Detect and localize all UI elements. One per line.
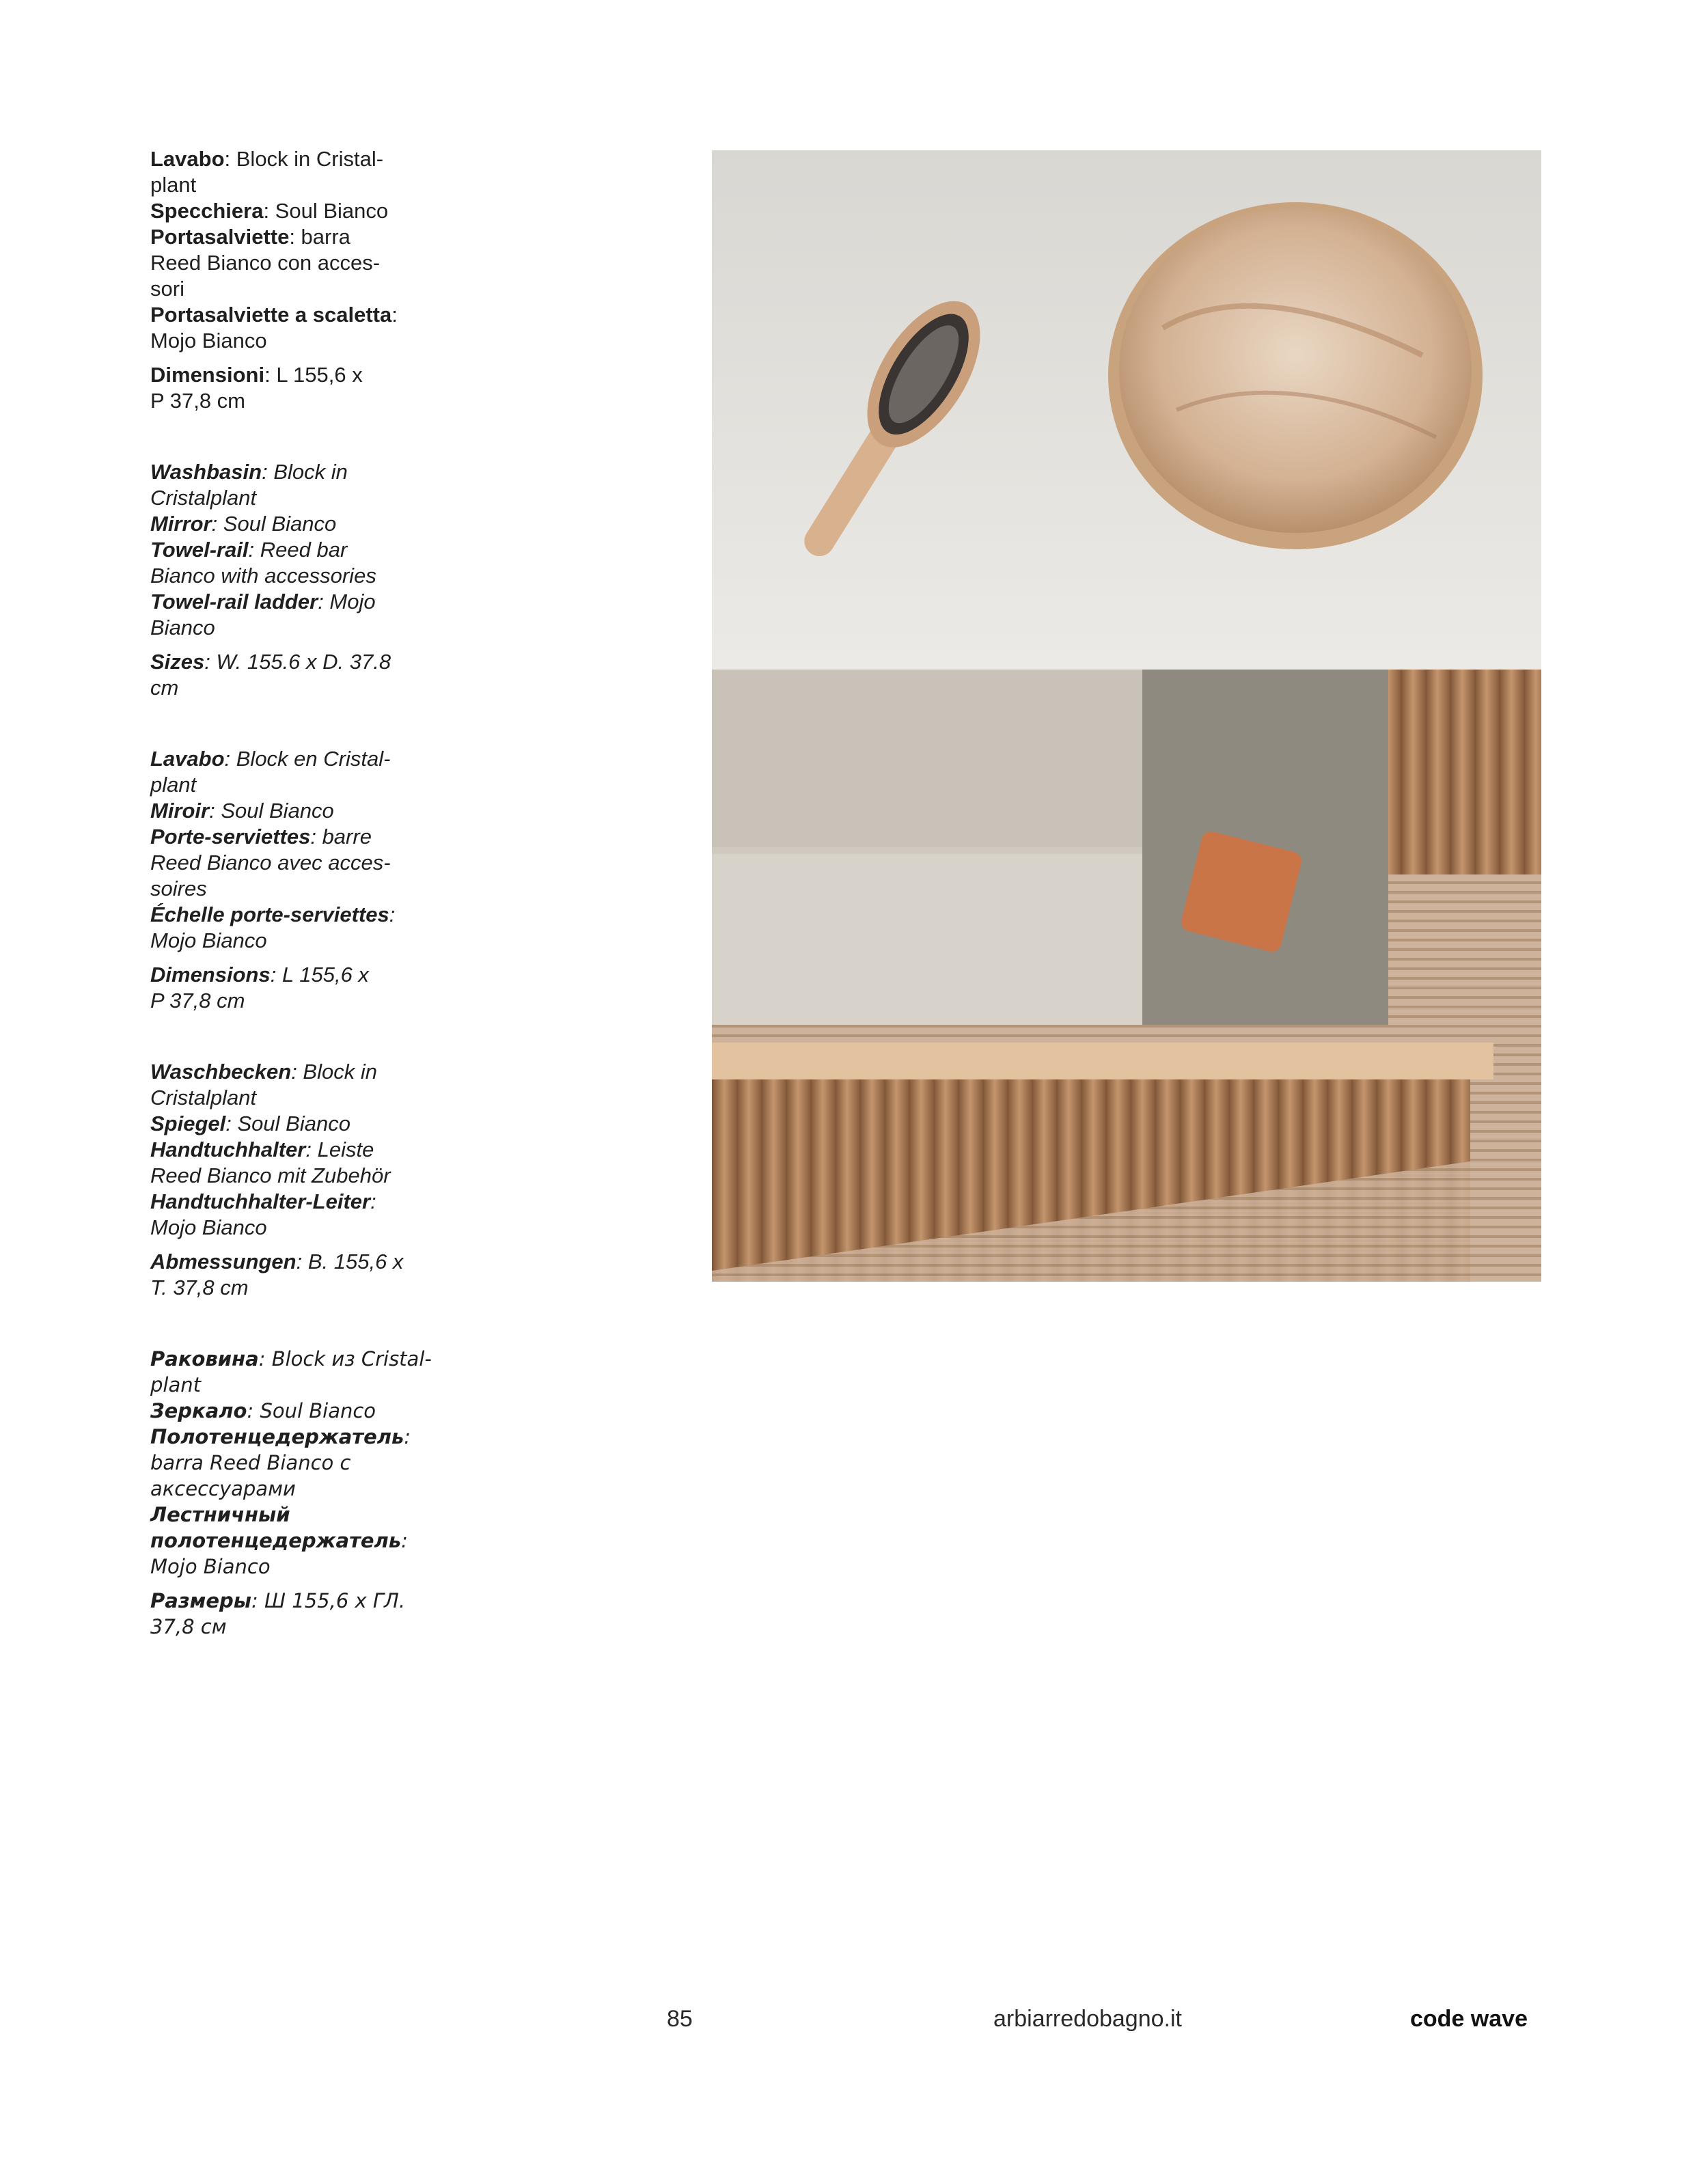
spec-value: soires <box>150 877 207 900</box>
spec-line <box>150 1275 437 1301</box>
spec-line <box>150 511 437 537</box>
spec-value: : barre <box>310 825 372 849</box>
spec-line <box>150 1554 437 1580</box>
spec-line <box>150 902 437 928</box>
spec-label: Lavabo <box>150 747 225 771</box>
spec-line <box>150 537 437 563</box>
spec-line <box>150 615 437 641</box>
spec-line <box>150 362 437 388</box>
spec-value: : <box>391 303 398 327</box>
spec-value: : Soul Bianco <box>263 199 389 223</box>
spec-line <box>150 250 437 276</box>
spec-label: Abmessungen <box>150 1250 297 1273</box>
spec-line <box>150 928 437 954</box>
spec-value: : Ш 155,6 x ГЛ. <box>251 1589 406 1612</box>
spec-value: : Block in <box>291 1060 377 1084</box>
spec-value: : <box>404 1425 411 1448</box>
spec-value: : Soul Bianco <box>247 1399 376 1422</box>
spec-value: : <box>370 1189 376 1213</box>
spec-block-de <box>150 1059 437 1301</box>
spec-value: : Block en Cristal- <box>224 747 391 771</box>
spec-value: : Soul Bianco <box>211 512 337 536</box>
spec-value: : Mojo <box>318 590 376 614</box>
spec-value: Reed Bianco mit Zubehör <box>150 1163 391 1187</box>
spec-label: Зеркало <box>150 1399 247 1422</box>
spec-label: Portasalviette a scaletta <box>150 303 392 327</box>
spec-line <box>150 1059 437 1085</box>
spec-value: 37,8 см <box>150 1615 227 1638</box>
spec-label: Dimensioni <box>150 363 265 387</box>
spec-line <box>150 1163 437 1189</box>
spec-dimensions <box>150 962 437 1014</box>
spec-line <box>150 1111 437 1137</box>
spec-line <box>150 1215 437 1241</box>
spec-value: : Block in Cristal- <box>224 147 384 171</box>
spec-value: Mojo Bianco <box>150 329 267 353</box>
spec-value: : W. 155.6 x D. 37.8 <box>204 650 391 674</box>
spec-label: Lavabo <box>150 147 225 171</box>
spec-label: Лестничный <box>150 1503 290 1526</box>
spec-label: Towel-rail <box>150 538 249 562</box>
spec-line <box>150 198 437 224</box>
spec-label: Specchiera <box>150 199 264 223</box>
spec-label: Waschbecken <box>150 1060 292 1084</box>
spec-value: : barra <box>289 225 350 249</box>
spec-label: Раковина <box>150 1347 259 1370</box>
spec-label: Échelle porte-serviettes <box>150 903 389 926</box>
spec-value: : Block из Cristal- <box>258 1347 432 1370</box>
spec-line <box>150 824 437 850</box>
spec-label: Miroir <box>150 799 210 823</box>
spec-value: Mojo Bianco <box>150 928 267 952</box>
spec-label: Porte-serviettes <box>150 825 311 849</box>
page-number: 85 <box>667 2006 693 2032</box>
spec-line <box>150 772 437 798</box>
spec-label: Washbasin <box>150 460 262 484</box>
spec-line <box>150 302 437 328</box>
spec-value: T. 37,8 cm <box>150 1276 249 1299</box>
spec-line <box>150 1189 437 1215</box>
spec-line <box>150 328 437 354</box>
spec-label: Полотенцедержатель <box>150 1425 404 1448</box>
spec-line <box>150 850 437 876</box>
spec-line <box>150 1398 437 1424</box>
spec-label: полотенцедержатель <box>150 1529 402 1552</box>
spec-value: : Soul Bianco <box>225 1112 350 1135</box>
spec-value: Bianco with accessories <box>150 564 376 588</box>
spec-label: Mirror <box>150 512 212 536</box>
spec-label: Spiegel <box>150 1112 226 1135</box>
spec-line <box>150 1614 437 1640</box>
spec-line <box>150 1528 437 1554</box>
spec-line <box>150 485 437 511</box>
spec-line <box>150 388 437 414</box>
spec-line <box>150 1450 437 1476</box>
spec-line <box>150 589 437 615</box>
product-photo-illustration <box>712 150 1541 1282</box>
spec-label: Sizes <box>150 650 205 674</box>
spec-line <box>150 1476 437 1502</box>
spec-value: : Reed bar <box>248 538 348 562</box>
spec-block-ru <box>150 1346 437 1640</box>
spec-line <box>150 1502 437 1528</box>
spec-label: Handtuchhalter <box>150 1138 306 1161</box>
spec-value: Mojo Bianco <box>150 1555 271 1578</box>
spec-line <box>150 459 437 485</box>
spec-line <box>150 746 437 772</box>
spec-value: barra Reed Bianco с <box>150 1451 351 1474</box>
spec-line <box>150 224 437 250</box>
spec-dimensions <box>150 362 437 414</box>
spec-label: Dimensions <box>150 963 271 987</box>
spec-line <box>150 146 437 172</box>
spec-value: Mojo Bianco <box>150 1215 267 1239</box>
spec-value: Reed Bianco con acces- <box>150 251 381 275</box>
spec-line <box>150 1424 437 1450</box>
spec-value: Cristalplant <box>150 486 257 510</box>
spec-value: P 37,8 cm <box>150 989 245 1012</box>
spec-value: cm <box>150 676 179 700</box>
spec-label: Handtuchhalter-Leiter <box>150 1189 371 1213</box>
spec-line <box>150 1346 437 1372</box>
spec-line <box>150 649 437 675</box>
spec-line <box>150 1249 437 1275</box>
spec-value: Cristalplant <box>150 1086 257 1110</box>
spec-label: Towel-rail ladder <box>150 590 318 614</box>
spec-value: : <box>389 903 396 926</box>
spec-value: : <box>401 1529 408 1552</box>
spec-line <box>150 988 437 1014</box>
collection-name: code wave <box>1410 2006 1528 2032</box>
website-link[interactable]: arbiarredobagno.it <box>993 2006 1182 2032</box>
spec-dimensions <box>150 649 437 701</box>
spec-dimensions <box>150 1249 437 1301</box>
spec-line <box>150 1588 437 1614</box>
spec-value: plant <box>150 1373 201 1396</box>
spec-line <box>150 798 437 824</box>
spec-line <box>150 876 437 902</box>
spec-block-it <box>150 146 437 414</box>
spec-block-fr <box>150 746 437 1014</box>
spec-line <box>150 1085 437 1111</box>
spec-value: Reed Bianco avec acces- <box>150 851 391 874</box>
spec-value: : Leiste <box>305 1138 374 1161</box>
spec-line <box>150 172 437 198</box>
spec-line <box>150 675 437 701</box>
spec-value: sori <box>150 277 184 301</box>
spec-line <box>150 1137 437 1163</box>
spec-value: Bianco <box>150 616 215 639</box>
spec-line <box>150 962 437 988</box>
spec-value: : Block in <box>262 460 348 484</box>
product-photo <box>712 150 1541 1282</box>
spec-label: Размеры <box>150 1589 252 1612</box>
spec-block-en <box>150 459 437 701</box>
spec-value: plant <box>150 773 197 797</box>
spec-line <box>150 1372 437 1398</box>
spec-value: : B. 155,6 x <box>296 1250 404 1273</box>
spec-value: : L 155,6 x <box>270 963 369 987</box>
spec-value: : Soul Bianco <box>209 799 334 823</box>
spec-dimensions <box>150 1588 437 1640</box>
spec-label: Portasalviette <box>150 225 290 249</box>
spec-value: аксессуарами <box>150 1477 296 1500</box>
spec-value: : L 155,6 x <box>264 363 363 387</box>
spec-line <box>150 276 437 302</box>
spec-line <box>150 563 437 589</box>
spec-value: plant <box>150 173 197 197</box>
spec-value: P 37,8 cm <box>150 389 246 413</box>
specs-column <box>150 146 437 1685</box>
